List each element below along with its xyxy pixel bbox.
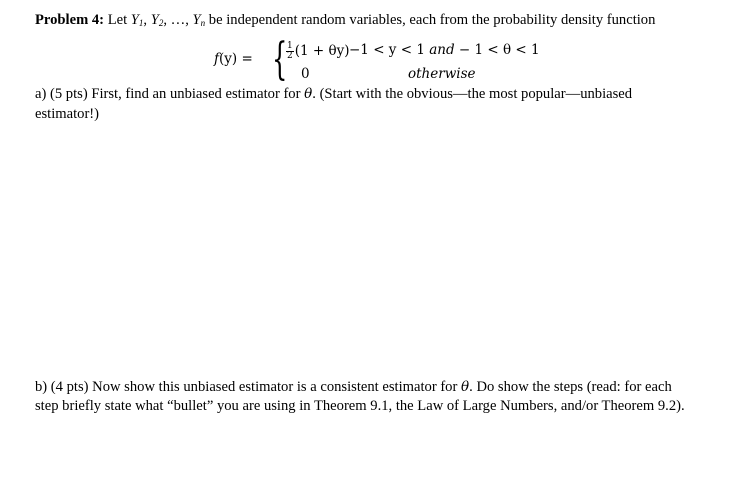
part-b-line1: [35, 379, 672, 396]
case1-expr: (1 + θy): [294, 43, 350, 59]
part-a-text-pre: a) (5 pts) First, find an unbiased estimator for: [35, 86, 305, 102]
intro-pre: Let: [104, 12, 131, 28]
sep1: ,: [143, 12, 151, 28]
var-yn: Y: [192, 12, 201, 28]
part-a-line2: estimator!): [35, 106, 100, 122]
case1-cond-b: − 1 < θ < 1: [458, 42, 540, 58]
part-a-theta: θ: [304, 86, 313, 102]
part-b-text-pre: b) (4 pts) Now show this unbiased estimator is a consistent estimator for: [35, 379, 461, 395]
part-a-text-post: . (Start with the obvious—the most popular—unbiased: [312, 86, 633, 102]
case1-expression: [286, 42, 350, 61]
var-y1-sub: 1: [138, 18, 144, 28]
frac-denominator: 2: [287, 51, 293, 61]
pdf-formula: [214, 34, 554, 88]
var-yn-sub: n: [200, 18, 206, 28]
part-b-line2: step briefly state what “bullet” you are using in Theorem 9.1, the Law of Large Numbers, and/or Theorem 9.2).: [35, 398, 685, 414]
case2-condition: otherwise: [408, 66, 476, 82]
case1-cond-a: −1 < y < 1: [349, 42, 425, 58]
fname-args: (y) =: [219, 51, 253, 67]
part-b-text-post: . Do show the steps (read: for each: [469, 379, 672, 395]
problem-statement: [35, 12, 715, 29]
var-y1: Y: [130, 12, 139, 28]
var-y2: Y: [150, 12, 159, 28]
sep2: , …,: [163, 12, 193, 28]
cases-brace: {: [272, 34, 288, 85]
problem-label: Problem 4:: [35, 12, 105, 28]
case1-condition: [349, 42, 540, 58]
function-name: [214, 51, 253, 67]
fname-symbol: f: [214, 51, 219, 67]
case1-cond-and: and: [424, 42, 459, 58]
frac-numerator: 1: [287, 41, 293, 51]
intro-post: be independent random variables, each from the probability density function: [205, 12, 656, 28]
case2-expression: 0: [301, 66, 310, 82]
part-b-theta: θ: [461, 379, 470, 395]
part-a-line1: [35, 86, 632, 103]
fraction-half: [286, 42, 294, 61]
var-y2-sub: 2: [158, 18, 164, 28]
